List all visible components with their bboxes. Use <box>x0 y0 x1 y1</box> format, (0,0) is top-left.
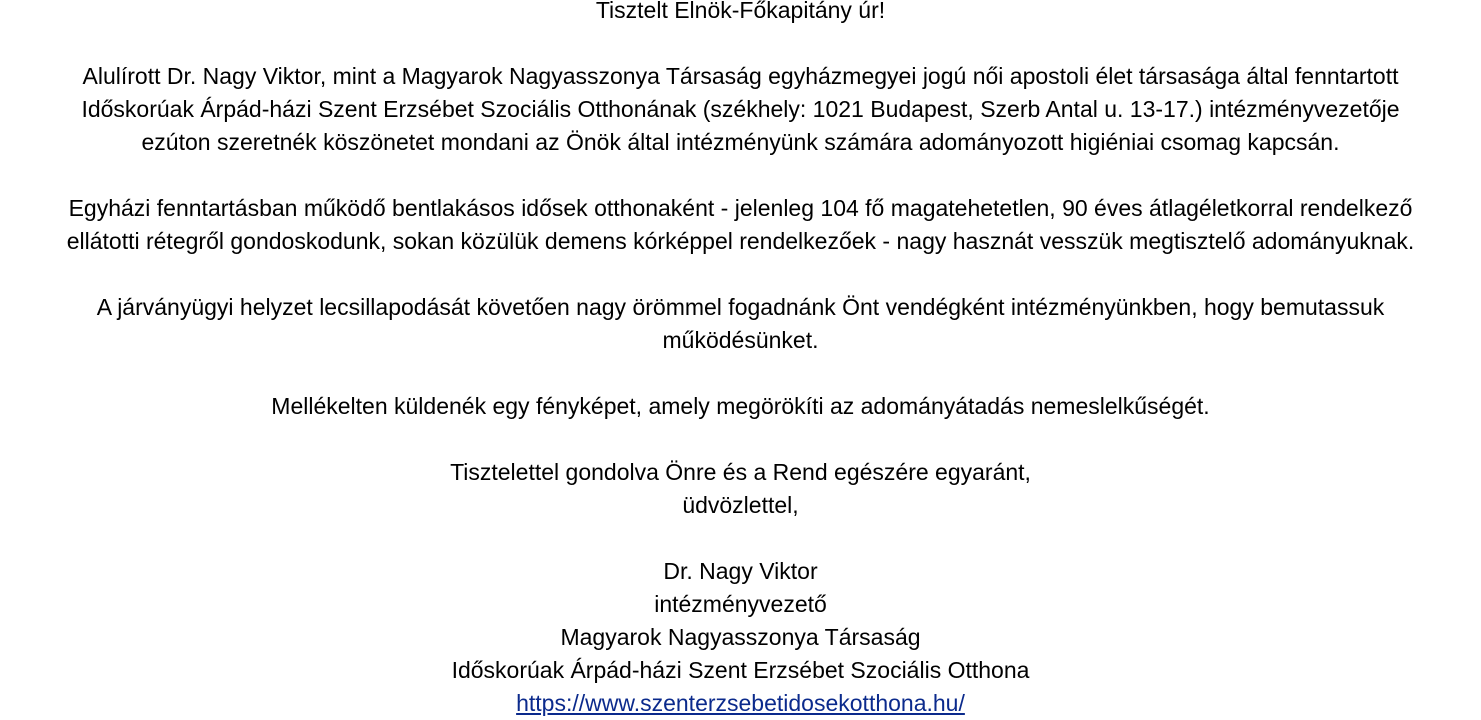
signature-institution: Időskorúak Árpád-házi Szent Erzsébet Szociális Otthona <box>451 657 1030 683</box>
signature-name: Dr. Nagy Viktor <box>663 558 818 584</box>
website-link[interactable]: https://www.szenterzsebetidosekotthona.hu/ <box>516 690 965 716</box>
paragraph1-line2: Időskorúak Árpád-házi Szent Erzsébet Szociális Otthonának (székhely: 1021 Budapest, Szerb Antal u. 13-17.) intézményvezetője <box>81 96 1400 122</box>
signature-role: intézményvezető <box>654 591 827 617</box>
signature-website-row <box>0 687 1481 720</box>
paragraph3-line1: A járványügyi helyzet lecsillapodását követően nagy örömmel fogadnánk Önt vendégként intézményünkben, hogy bemutassuk <box>96 294 1385 320</box>
paragraph2-line2: ellátotti rétegről gondoskodunk, sokan közülük demens kórképpel rendelkezőek - nagy hasznát vesszük megtisztelő adományuknak. <box>66 228 1415 254</box>
closing-line2: üdvözlettel, <box>682 492 799 518</box>
salutation: Tisztelt Elnök-Főkapitány úr! <box>595 0 886 23</box>
signature-organization: Magyarok Nagyasszonya Társaság <box>560 624 921 650</box>
paragraph4: Mellékelten küldenék egy fényképet, amely megörökíti az adományátadás nemeslelkűségét. <box>271 393 1210 419</box>
paragraph2-line1: Egyházi fenntartásban működő bentlakásos idősek otthonaként - jelenleg 104 fő magatehetetlen, 90 éves átlagéletkorral rendelkező <box>68 195 1413 221</box>
paragraph3-line2: működésünket. <box>662 327 819 353</box>
paragraph1-line1: Alulírott Dr. Nagy Viktor, mint a Magyarok Nagyasszonya Társaság egyházmegyei jogú női apostoli élet társasága által fenntartott <box>82 63 1399 89</box>
paragraph1-line3: ezúton szeretnék köszönetet mondani az Önök által intézményünk számára adományozott higiéniai csomag kapcsán. <box>141 129 1340 155</box>
closing-line1: Tisztelettel gondolva Önre és a Rend egészére egyaránt, <box>450 459 1031 485</box>
